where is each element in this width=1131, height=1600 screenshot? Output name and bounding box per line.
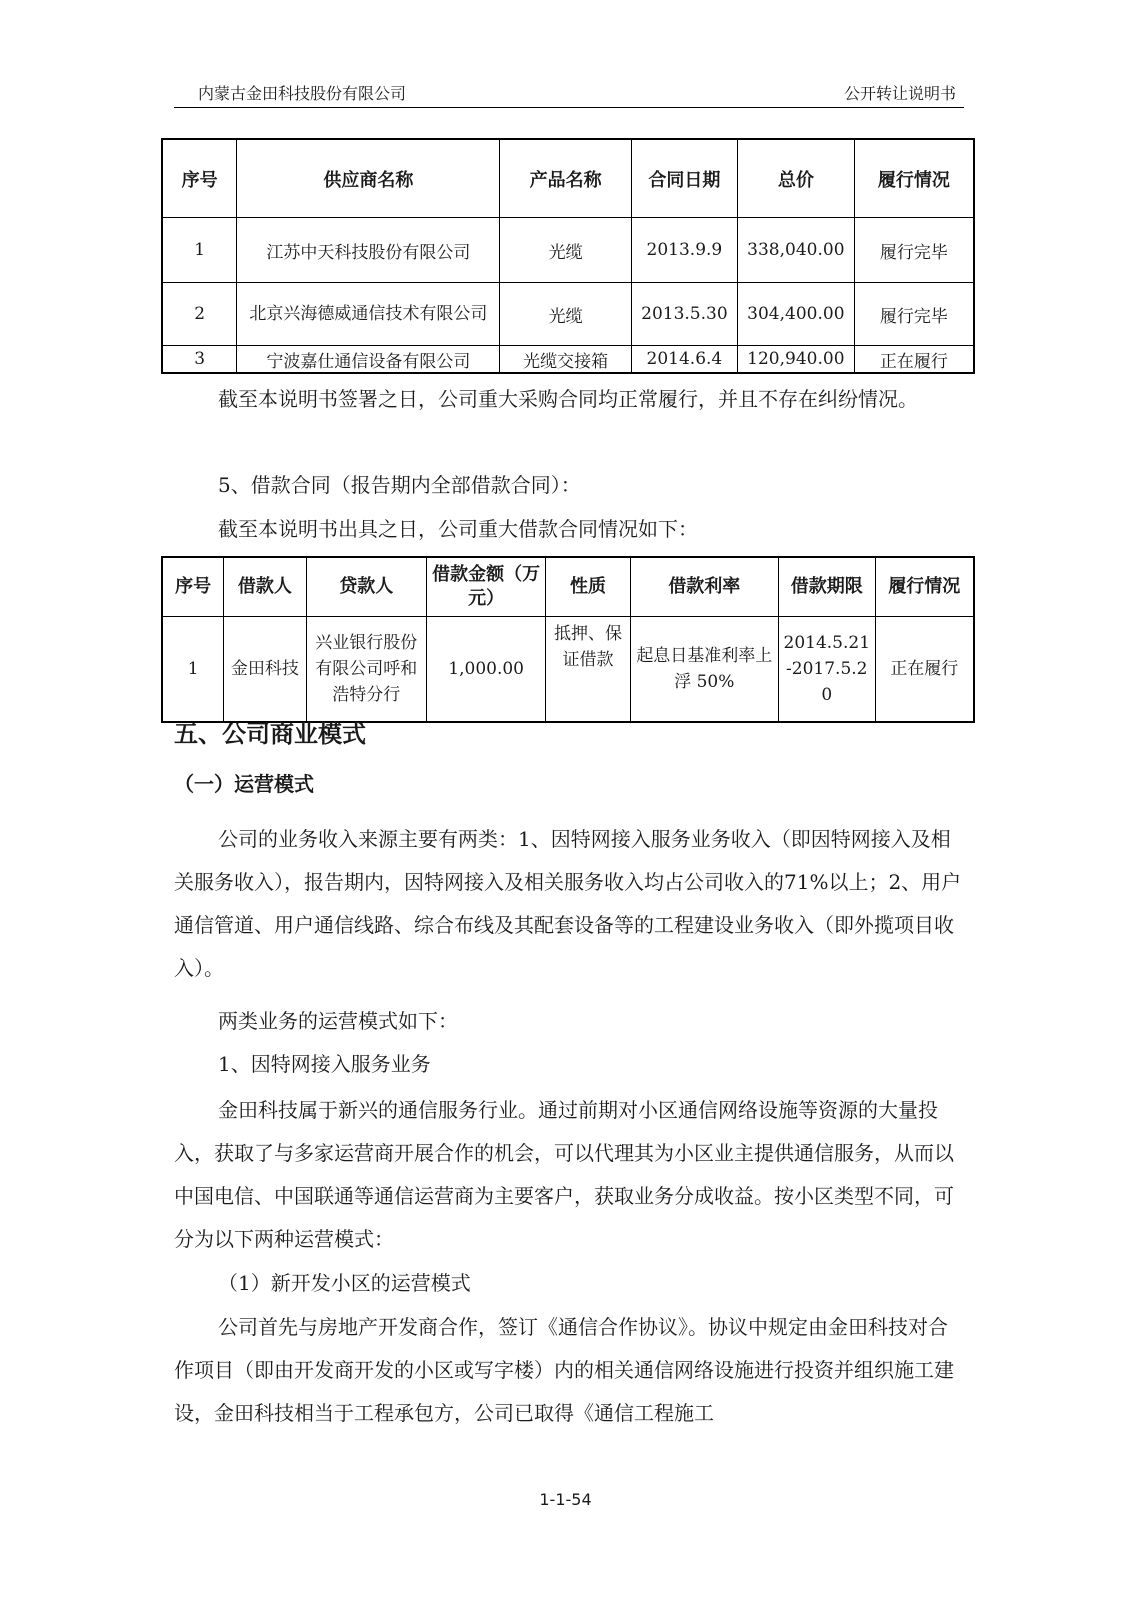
column-header: 贷款人 [306,557,426,617]
column-header: 性质 [546,557,630,617]
table-cell: 2 [162,283,237,346]
table-cell: 2013.9.9 [631,218,737,283]
table-cell: 338,040.00 [737,218,854,283]
internet-service-paragraph: 金田科技属于新兴的通信服务行业。通过前期对小区通信网络设施等资源的大量投入，获取了与多家运营商开展合作的机会，可以代理其为小区业主提供通信服务，从而以中国电信、中国联通等通信运营商为主要客户，获取业务分成收益。按小区类型不同，可分为以下两种运营模式： [174,1098,954,1251]
column-header: 总价 [737,139,854,218]
table-cell: 正在履行 [854,346,974,374]
revenue-sources-paragraph: 公司的业务收入来源主要有两类：1、因特网接入服务业务收入（即因特网接入及相关服务收入），报告期内，因特网接入及相关服务收入均占公司收入的71%以上；2、用户通信管道、用户通信线路、综合布线及其配套设备等的工程建设业务收入（即外揽项目收入）。 [174,827,962,980]
page-number: 1-1-54 [539,1490,592,1509]
section-title: 五、公司商业模式 [174,720,366,748]
table-cell: 抵押、保证借款 [546,617,630,723]
table-row [162,617,974,723]
table-cell: 1 [162,218,237,283]
table-header-row [162,557,974,617]
table-cell: 光缆交接箱 [500,346,632,374]
loan-intro-paragraph: 截至本说明书出具之日，公司重大借款合同情况如下： [218,517,698,541]
loan-contracts-table [161,556,975,723]
table-cell: 起息日基准利率上浮 50% [630,617,778,723]
table-row [162,346,974,374]
column-header: 产品名称 [500,139,632,218]
table-cell: 1 [162,617,224,723]
loan-contracts-heading: 5、借款合同（报告期内全部借款合同）： [218,473,581,497]
column-header: 借款利率 [630,557,778,617]
table-cell: 宁波嘉仕通信设备有限公司 [237,346,500,374]
new-community-heading: （1）新开发小区的运营模式 [218,1271,471,1295]
table-row [162,218,974,283]
table-cell: 2013.5.30 [631,283,737,346]
subsection-title: （一）运营模式 [174,772,314,796]
table-cell: 1,000.00 [426,617,545,723]
column-header: 履行情况 [854,139,974,218]
purchase-contracts-table [161,138,975,374]
column-header: 序号 [162,557,224,617]
table-cell: 2014.5.21-2017.5.20 [778,617,875,723]
table-cell: 履行完毕 [854,283,974,346]
table-cell: 北京兴海德威通信技术有限公司 [237,283,500,346]
column-header: 借款金额（万元） [426,557,545,617]
purchase-status-paragraph: 截至本说明书签署之日，公司重大采购合同均正常履行，并且不存在纠纷情况。 [218,387,918,411]
operating-modes-intro: 两类业务的运营模式如下： [218,1009,458,1033]
table-header-row [162,139,974,218]
table-cell: 3 [162,346,237,374]
table-cell: 304,400.00 [737,283,854,346]
table-cell: 光缆 [500,218,632,283]
new-community-paragraph: 公司首先与房地产开发商合作，签订《通信合作协议》。协议中规定由金田科技对合作项目（即由开发商开发的小区或写字楼）内的相关通信网络设施进行投资并组织施工建设，金田科技相当于工程承包方，公司已取得《通信工程施工 [174,1315,954,1425]
table-cell: 履行完毕 [854,218,974,283]
column-header: 序号 [162,139,237,218]
column-header: 借款期限 [778,557,875,617]
table-cell: 2014.6.4 [631,346,737,374]
table-cell: 兴业银行股份有限公司呼和浩特分行 [306,617,426,723]
table-row [162,283,974,346]
internet-service-heading: 1、因特网接入服务业务 [218,1052,431,1076]
header-company: 内蒙古金田科技股份有限公司 [198,84,407,103]
page-header [174,76,964,108]
column-header: 供应商名称 [237,139,500,218]
column-header: 借款人 [224,557,306,617]
column-header: 合同日期 [631,139,737,218]
table-cell: 正在履行 [875,617,974,723]
header-rule [174,107,964,108]
table-cell: 光缆 [500,283,632,346]
column-header: 履行情况 [875,557,974,617]
table-cell: 江苏中天科技股份有限公司 [237,218,500,283]
table-cell: 金田科技 [224,617,306,723]
table-cell: 120,940.00 [737,346,854,374]
header-doc-type: 公开转让说明书 [843,84,956,103]
